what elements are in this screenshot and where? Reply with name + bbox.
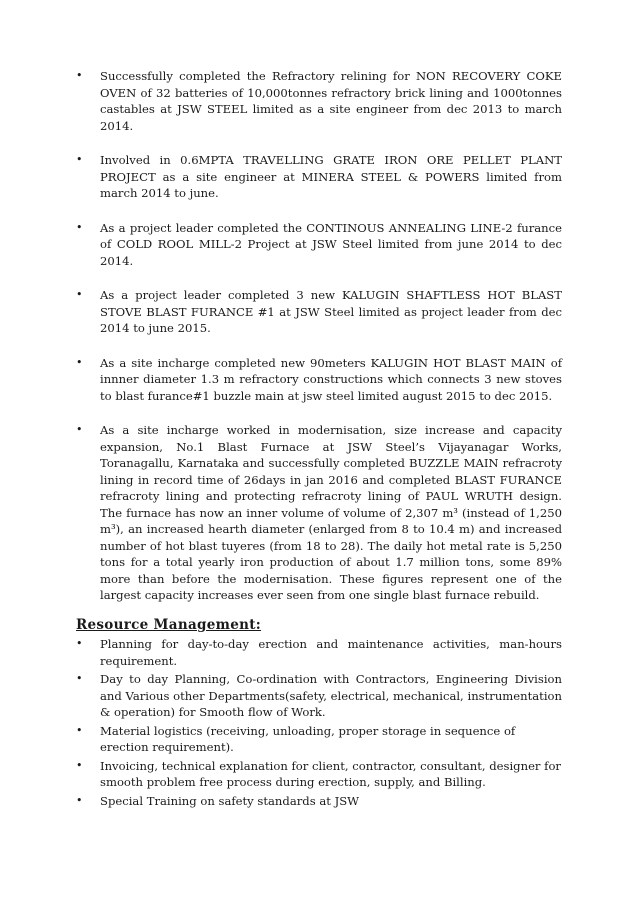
project-list [76, 68, 562, 622]
list-item-text: Day to day Planning, Co-ordination with Contractors, Engineering Division and Various other Departments(safety, electrical, mechanical, instrumentation & operation) for Smooth flow of Work. [100, 672, 562, 719]
list-item-text: As a project leader completed 3 new KALUGIN SHAFTLESS HOT BLAST STOVE BLAST FURANCE #1 at JSW Steel limited as project leader from dec 2014 to june 2015. [100, 288, 562, 335]
list-item [76, 220, 562, 270]
list-item [76, 671, 562, 721]
list-item-text: Successfully completed the Refractory relining for NON RECOVERY COKE OVEN of 32 batteries of 10,000tonnes refractory brick lining and 1000tonnes castables at JSW STEEL limited as a site engineer from dec 2013 to march 2014. [100, 69, 562, 133]
section-title-resource-management: Resource Management: [76, 617, 262, 633]
list-item [76, 355, 562, 405]
bullet-icon: • [76, 637, 83, 650]
list-item-text: Invoicing, technical explanation for client, contractor, consultant, designer for smooth problem free process during erection, supply, and Billing. [100, 758, 561, 789]
list-item [76, 636, 562, 669]
list-item [76, 287, 562, 337]
bullet-icon: • [76, 793, 83, 807]
bullet-icon: • [76, 355, 83, 369]
bullet-icon: • [76, 153, 83, 166]
bullet-icon: • [76, 69, 83, 82]
list-item [76, 422, 562, 604]
bullet-icon: • [76, 288, 83, 301]
list-item [76, 758, 562, 791]
list-item [76, 723, 562, 756]
list-item [76, 152, 562, 202]
resource-list [76, 636, 562, 811]
list-item-text: Special Training on safety standards at JSW [100, 793, 360, 808]
list-item-text: As a project leader completed the CONTINOUS ANNEALING LINE-2 furance of COLD ROOL MILL-2 Project at JSW Steel limited from june 2014 to dec 2014. [100, 220, 562, 268]
list-item-text: Planning for day-to-day erection and maintenance activities, man-hours requirement. [100, 637, 562, 668]
list-item [76, 793, 562, 810]
list-item-text: Material logistics (receiving, unloading, proper storage in sequence of erection requirement). [100, 723, 516, 754]
bullet-icon: • [76, 423, 83, 436]
list-item-text: Involved in 0.6MPTA TRAVELLING GRATE IRON ORE PELLET PLANT PROJECT as a site engineer at MINERA STEEL & POWERS limited from march 2014 to june. [100, 153, 562, 200]
bullet-icon: • [76, 758, 83, 772]
bullet-icon: • [76, 672, 83, 685]
list-item [76, 68, 562, 134]
bullet-icon: • [76, 723, 83, 737]
list-item-text: As a site incharge worked in modernisation, size increase and capacity expansion, No.1 Blast Furnace at JSW Steel’s Vijayanagar Works, Toranagallu, Karnataka and successfully completed BUZZLE MAIN refracroty lining in record time of 26days in jan 2016 and completed BLAST FURANCE refracroty lining and protecting refracroty lining of PAUL WRUTH design. The furnace has now an inner volume of volume of 2,307 m³ (instead of 1,250 m³), an increased hearth diameter (enlarged from 8 to 10.4 m) and increased number of hot blast tuyeres (from 18 to 28). The daily hot metal rate is 5,250 tons for a total yearly iron production of about 1.7 million tons, some 89% more than before the modernisation. These figures represent one of the largest capacity increases ever seen from one single blast furnace rebuild. [100, 423, 562, 602]
list-item-text: As a site incharge completed new 90meters KALUGIN HOT BLAST MAIN of innner diameter 1.3 m refractory constructions which connects 3 new stoves to blast furance#1 buzzle main at jsw steel limited august 2015 to dec 2015. [100, 355, 562, 403]
bullet-icon: • [76, 220, 83, 234]
